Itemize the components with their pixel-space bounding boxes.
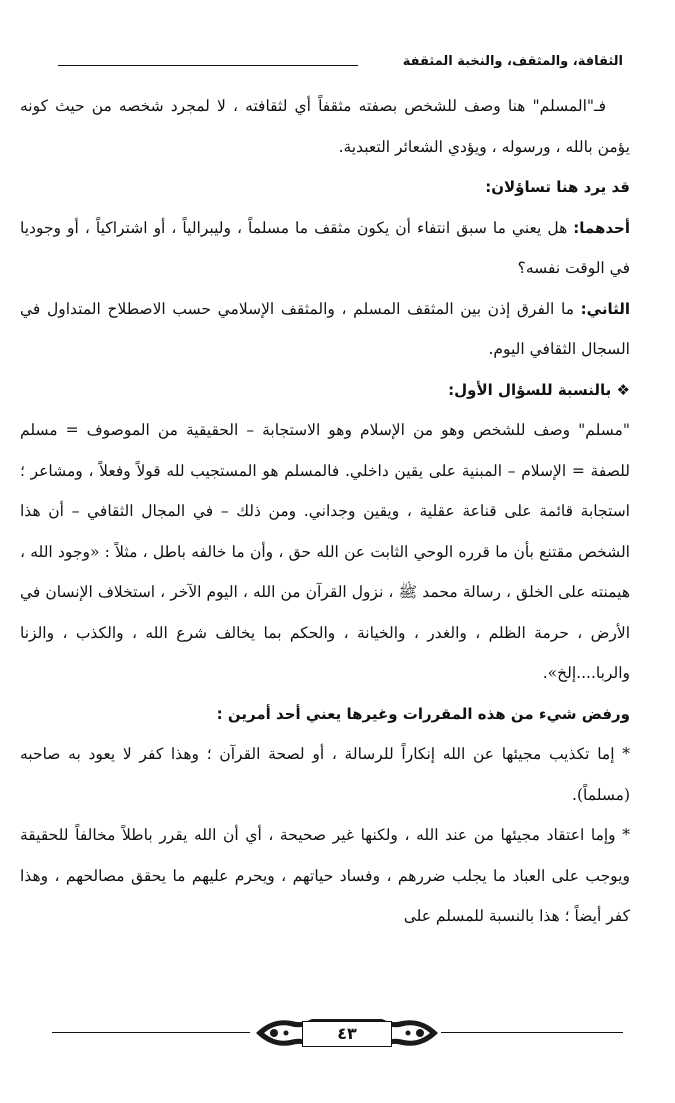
running-header <box>58 54 623 74</box>
paragraph-belief-incorrect: * وإما اعتقاد مجيئها من عند الله ، ولكنها غير صحيحة ، أي أن الله يقرر باطلاً مخالفاً للحقيقة ويوجب على العباد ما يجلب ضررهم ، وفساد حياتهم ، ويحرم عليهم ما يحقق مصالحهم ، وهذا كفر أيضاً ؛ هذا بالنسبة للمسلم على <box>20 826 630 925</box>
header-rule <box>58 65 358 66</box>
footer-rule-right <box>441 1032 623 1033</box>
heading-first-question-answer: ❖ بالنسبة للسؤال الأول: <box>448 380 630 399</box>
first-question-label: أحدهما: <box>573 218 630 237</box>
page-body <box>20 86 630 937</box>
footer-rule-left <box>52 1032 250 1033</box>
page-footer <box>52 1012 623 1054</box>
second-question-text: ما الفرق إذن بين المثقف المسلم ، والمثقف الإسلامي حسب الاصطلاح المتداول في السجال الثقافي اليوم. <box>20 299 630 358</box>
paragraph-second-question <box>20 289 630 370</box>
paragraph-muslim-meaning: "مسلم" وصف للشخص وهو من الإسلام وهو الاستجابة – الحقيقية من الموصوف = مسلم للصفة = الإسلام – المبنية على يقين داخلي. فالمسلم هو المستجيب لله قولاً وفعلاً ، ومشاعر ؛ استجابة قائمة على قناعة عقلية ، ويقين وجداني. ومن ذلك – في المجال الثقافي – أن هذا الشخص مقتنع بأن ما قرره الوحي الثابت عن الله حق ، وأن ما خالفه باطل ، مثلاً : «وجود الله ، هيمنته على الخلق ، رسالة محمد ﷺ ، نزول القرآن من الله ، اليوم الآخر ، استخلاف الإنسان في الأرض ، حرمة الظلم ، والغدر ، والخيانة ، والحكم بما يخالف شرع الله ، والكذب ، والزنا والربا....إلخ». <box>20 421 630 682</box>
paragraph-first-question <box>20 208 630 289</box>
paragraph-muslim-definition: فـ"المسلم" هنا وصف للشخص بصفته مثقفاً أي لثقافته ، لا لمجرد شخصه من حيث كونه يؤمن بالله ، ورسوله ، ويؤدي الشعائر التعبدية. <box>20 97 630 156</box>
paragraph-denial: * إما تكذيب مجيئها عن الله إنكاراً للرسالة ، أو لصحة القرآن ؛ وهذا كفر لا يعود به صاحبه (مسلماً). <box>20 745 630 804</box>
heading-two-questions: قد يرد هنا تساؤلان: <box>485 178 630 196</box>
running-title: الثقافة، والمثقف، والنخبة المثقفة <box>402 54 623 69</box>
first-question-text: هل يعني ما سبق انتفاء أن يكون مثقف ما مسلماً ، وليبرالياً ، أو اشتراكياً ، أو وجوديا في الوقت نفسه؟ <box>20 218 630 277</box>
page-number: ٤٣ <box>302 1021 392 1047</box>
second-question-label: الثاني: <box>580 299 630 318</box>
heading-rejection: ورفض شيء من هذه المقررات وغيرها يعني أحد أمرين : <box>216 704 630 723</box>
